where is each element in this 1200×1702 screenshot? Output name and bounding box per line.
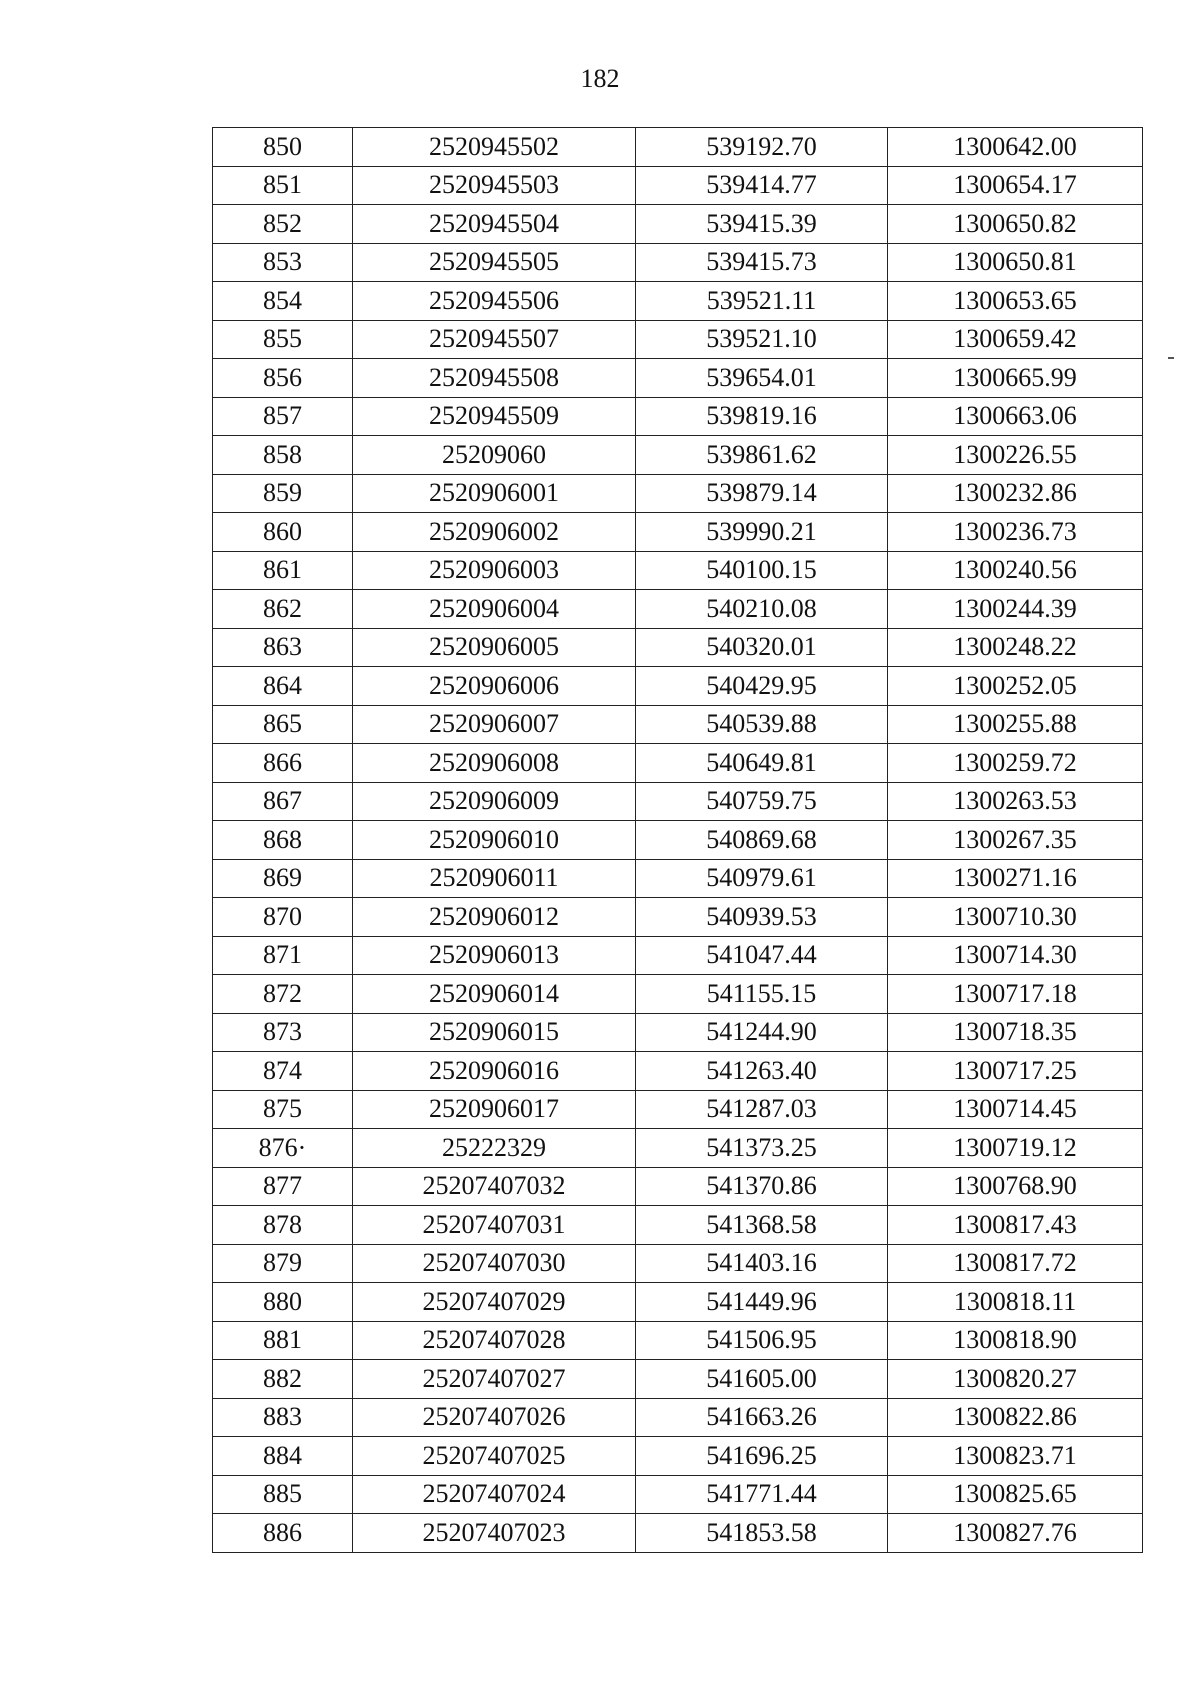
point-id-cell: 2520945502 xyxy=(353,128,636,167)
point-id-cell: 25207407024 xyxy=(353,1475,636,1514)
x-coordinate-cell: 541663.26 xyxy=(636,1398,888,1437)
y-coordinate-cell: 1300817.72 xyxy=(888,1244,1143,1283)
table-row xyxy=(213,397,1143,436)
row-index-cell: 885 xyxy=(213,1475,353,1514)
table-row xyxy=(213,1283,1143,1322)
row-index-cell: 879 xyxy=(213,1244,353,1283)
y-coordinate-cell: 1300226.55 xyxy=(888,436,1143,475)
row-index-cell: 870 xyxy=(213,898,353,937)
y-coordinate-cell: 1300259.72 xyxy=(888,744,1143,783)
x-coordinate-cell: 540320.01 xyxy=(636,628,888,667)
point-id-cell: 2520945509 xyxy=(353,397,636,436)
x-coordinate-cell: 539861.62 xyxy=(636,436,888,475)
y-coordinate-cell: 1300255.88 xyxy=(888,705,1143,744)
x-coordinate-cell: 541605.00 xyxy=(636,1360,888,1399)
row-index-cell: 861 xyxy=(213,551,353,590)
point-id-cell: 2520906012 xyxy=(353,898,636,937)
y-coordinate-cell: 1300718.35 xyxy=(888,1013,1143,1052)
table-row xyxy=(213,936,1143,975)
y-coordinate-cell: 1300271.16 xyxy=(888,859,1143,898)
point-id-cell: 2520906013 xyxy=(353,936,636,975)
table-row xyxy=(213,128,1143,167)
row-index-cell: 862 xyxy=(213,590,353,629)
point-id-cell: 2520906011 xyxy=(353,859,636,898)
point-id-cell: 25207407028 xyxy=(353,1321,636,1360)
point-id-cell: 25207407032 xyxy=(353,1167,636,1206)
y-coordinate-cell: 1300817.43 xyxy=(888,1206,1143,1245)
table-row xyxy=(213,1013,1143,1052)
y-coordinate-cell: 1300823.71 xyxy=(888,1437,1143,1476)
y-coordinate-cell: 1300825.65 xyxy=(888,1475,1143,1514)
x-coordinate-cell: 541263.40 xyxy=(636,1052,888,1091)
row-index-cell: 859 xyxy=(213,474,353,513)
y-coordinate-cell: 1300236.73 xyxy=(888,513,1143,552)
y-coordinate-cell: 1300717.18 xyxy=(888,975,1143,1014)
table-row xyxy=(213,1129,1143,1168)
x-coordinate-cell: 539521.11 xyxy=(636,282,888,321)
x-coordinate-cell: 539654.01 xyxy=(636,359,888,398)
row-index-cell: 880 xyxy=(213,1283,353,1322)
table-row xyxy=(213,782,1143,821)
x-coordinate-cell: 539415.73 xyxy=(636,243,888,282)
y-coordinate-cell: 1300642.00 xyxy=(888,128,1143,167)
row-index-cell: 876· xyxy=(213,1129,353,1168)
x-coordinate-cell: 540539.88 xyxy=(636,705,888,744)
x-coordinate-cell: 539879.14 xyxy=(636,474,888,513)
row-index-cell: 869 xyxy=(213,859,353,898)
y-coordinate-cell: 1300714.45 xyxy=(888,1090,1143,1129)
row-index-cell: 852 xyxy=(213,205,353,244)
x-coordinate-cell: 541373.25 xyxy=(636,1129,888,1168)
table-row xyxy=(213,1398,1143,1437)
point-id-cell: 25207407026 xyxy=(353,1398,636,1437)
point-id-cell: 2520945505 xyxy=(353,243,636,282)
y-coordinate-cell: 1300663.06 xyxy=(888,397,1143,436)
point-id-cell: 2520906007 xyxy=(353,705,636,744)
table-row xyxy=(213,1244,1143,1283)
row-index-cell: 867 xyxy=(213,782,353,821)
row-index-cell: 875 xyxy=(213,1090,353,1129)
point-id-cell: 2520906008 xyxy=(353,744,636,783)
point-id-cell: 25207407025 xyxy=(353,1437,636,1476)
point-id-cell: 2520945503 xyxy=(353,166,636,205)
row-index-cell: 854 xyxy=(213,282,353,321)
y-coordinate-cell: 1300717.25 xyxy=(888,1052,1143,1091)
row-index-cell: 884 xyxy=(213,1437,353,1476)
table-row xyxy=(213,975,1143,1014)
point-id-cell: 2520906006 xyxy=(353,667,636,706)
y-coordinate-cell: 1300650.82 xyxy=(888,205,1143,244)
row-index-cell: 872 xyxy=(213,975,353,1014)
x-coordinate-cell: 540979.61 xyxy=(636,859,888,898)
table-row xyxy=(213,436,1143,475)
y-coordinate-cell: 1300659.42 xyxy=(888,320,1143,359)
y-coordinate-cell: 1300818.90 xyxy=(888,1321,1143,1360)
point-id-cell: 25207407029 xyxy=(353,1283,636,1322)
y-coordinate-cell: 1300665.99 xyxy=(888,359,1143,398)
y-coordinate-cell: 1300710.30 xyxy=(888,898,1143,937)
row-index-cell: 851 xyxy=(213,166,353,205)
x-coordinate-cell: 540429.95 xyxy=(636,667,888,706)
x-coordinate-cell: 541853.58 xyxy=(636,1514,888,1553)
x-coordinate-cell: 539415.39 xyxy=(636,205,888,244)
point-id-cell: 2520906009 xyxy=(353,782,636,821)
x-coordinate-cell: 539192.70 xyxy=(636,128,888,167)
y-coordinate-cell: 1300820.27 xyxy=(888,1360,1143,1399)
y-coordinate-cell: 1300653.65 xyxy=(888,282,1143,321)
row-index-cell: 882 xyxy=(213,1360,353,1399)
table-row xyxy=(213,513,1143,552)
table-row xyxy=(213,705,1143,744)
x-coordinate-cell: 541403.16 xyxy=(636,1244,888,1283)
x-coordinate-cell: 539521.10 xyxy=(636,320,888,359)
y-coordinate-cell: 1300768.90 xyxy=(888,1167,1143,1206)
y-coordinate-cell: 1300244.39 xyxy=(888,590,1143,629)
y-coordinate-cell: 1300267.35 xyxy=(888,821,1143,860)
row-index-cell: 881 xyxy=(213,1321,353,1360)
y-coordinate-cell: 1300263.53 xyxy=(888,782,1143,821)
x-coordinate-cell: 541771.44 xyxy=(636,1475,888,1514)
x-coordinate-cell: 540649.81 xyxy=(636,744,888,783)
y-coordinate-cell: 1300252.05 xyxy=(888,667,1143,706)
table-row xyxy=(213,1321,1143,1360)
row-index-cell: 873 xyxy=(213,1013,353,1052)
table-row xyxy=(213,1475,1143,1514)
table-row xyxy=(213,474,1143,513)
page-number: 182 xyxy=(580,64,620,93)
row-index-cell: 874 xyxy=(213,1052,353,1091)
point-id-cell: 2520906016 xyxy=(353,1052,636,1091)
table-row xyxy=(213,859,1143,898)
row-index-cell: 883 xyxy=(213,1398,353,1437)
x-coordinate-cell: 539990.21 xyxy=(636,513,888,552)
row-index-cell: 853 xyxy=(213,243,353,282)
table-row xyxy=(213,898,1143,937)
row-index-cell: 878 xyxy=(213,1206,353,1245)
point-id-cell: 2520906015 xyxy=(353,1013,636,1052)
x-coordinate-cell: 541696.25 xyxy=(636,1437,888,1476)
table-row xyxy=(213,320,1143,359)
point-id-cell: 2520945508 xyxy=(353,359,636,398)
point-id-cell: 2520906014 xyxy=(353,975,636,1014)
row-index-cell: 850 xyxy=(213,128,353,167)
x-coordinate-cell: 540100.15 xyxy=(636,551,888,590)
y-coordinate-cell: 1300818.11 xyxy=(888,1283,1143,1322)
x-coordinate-cell: 540869.68 xyxy=(636,821,888,860)
x-coordinate-cell: 541370.86 xyxy=(636,1167,888,1206)
table-row xyxy=(213,667,1143,706)
point-id-cell: 25207407023 xyxy=(353,1514,636,1553)
point-id-cell: 2520906004 xyxy=(353,590,636,629)
table-row xyxy=(213,551,1143,590)
table-row xyxy=(213,359,1143,398)
point-id-cell: 2520906003 xyxy=(353,551,636,590)
x-coordinate-cell: 539414.77 xyxy=(636,166,888,205)
point-id-cell: 25209060 xyxy=(353,436,636,475)
x-coordinate-cell: 541368.58 xyxy=(636,1206,888,1245)
scan-mark xyxy=(1168,357,1174,359)
point-id-cell: 2520906001 xyxy=(353,474,636,513)
y-coordinate-cell: 1300822.86 xyxy=(888,1398,1143,1437)
x-coordinate-cell: 540759.75 xyxy=(636,782,888,821)
table-row xyxy=(213,1206,1143,1245)
row-index-cell: 877 xyxy=(213,1167,353,1206)
row-index-cell: 871 xyxy=(213,936,353,975)
row-index-cell: 855 xyxy=(213,320,353,359)
table-row xyxy=(213,1437,1143,1476)
x-coordinate-cell: 541506.95 xyxy=(636,1321,888,1360)
row-index-cell: 856 xyxy=(213,359,353,398)
table-row xyxy=(213,166,1143,205)
point-id-cell: 2520906017 xyxy=(353,1090,636,1129)
point-id-cell: 2520906005 xyxy=(353,628,636,667)
table-row xyxy=(213,243,1143,282)
row-index-cell: 857 xyxy=(213,397,353,436)
x-coordinate-cell: 541287.03 xyxy=(636,1090,888,1129)
table-body xyxy=(213,128,1143,1553)
row-index-cell: 865 xyxy=(213,705,353,744)
table-row xyxy=(213,282,1143,321)
table-row xyxy=(213,1090,1143,1129)
table-row xyxy=(213,1052,1143,1091)
x-coordinate-cell: 540939.53 xyxy=(636,898,888,937)
table-row xyxy=(213,1514,1143,1553)
table-row xyxy=(213,205,1143,244)
point-id-cell: 25207407027 xyxy=(353,1360,636,1399)
table-row xyxy=(213,1360,1143,1399)
y-coordinate-cell: 1300232.86 xyxy=(888,474,1143,513)
row-index-cell: 863 xyxy=(213,628,353,667)
table-row xyxy=(213,744,1143,783)
table-row xyxy=(213,590,1143,629)
x-coordinate-cell: 539819.16 xyxy=(636,397,888,436)
point-id-cell: 2520906010 xyxy=(353,821,636,860)
point-id-cell: 25207407030 xyxy=(353,1244,636,1283)
x-coordinate-cell: 541155.15 xyxy=(636,975,888,1014)
row-index-cell: 864 xyxy=(213,667,353,706)
x-coordinate-cell: 541449.96 xyxy=(636,1283,888,1322)
point-id-cell: 2520945506 xyxy=(353,282,636,321)
y-coordinate-cell: 1300654.17 xyxy=(888,166,1143,205)
row-index-cell: 886 xyxy=(213,1514,353,1553)
point-id-cell: 25222329 xyxy=(353,1129,636,1168)
table-row xyxy=(213,821,1143,860)
point-id-cell: 2520945507 xyxy=(353,320,636,359)
table-row xyxy=(213,628,1143,667)
row-index-cell: 866 xyxy=(213,744,353,783)
x-coordinate-cell: 540210.08 xyxy=(636,590,888,629)
table-row xyxy=(213,1167,1143,1206)
y-coordinate-cell: 1300248.22 xyxy=(888,628,1143,667)
row-index-cell: 860 xyxy=(213,513,353,552)
row-index-cell: 858 xyxy=(213,436,353,475)
y-coordinate-cell: 1300714.30 xyxy=(888,936,1143,975)
x-coordinate-cell: 541047.44 xyxy=(636,936,888,975)
y-coordinate-cell: 1300827.76 xyxy=(888,1514,1143,1553)
coordinates-table xyxy=(212,127,1143,1553)
row-index-cell: 868 xyxy=(213,821,353,860)
point-id-cell: 2520945504 xyxy=(353,205,636,244)
y-coordinate-cell: 1300719.12 xyxy=(888,1129,1143,1168)
x-coordinate-cell: 541244.90 xyxy=(636,1013,888,1052)
y-coordinate-cell: 1300240.56 xyxy=(888,551,1143,590)
point-id-cell: 2520906002 xyxy=(353,513,636,552)
point-id-cell: 25207407031 xyxy=(353,1206,636,1245)
y-coordinate-cell: 1300650.81 xyxy=(888,243,1143,282)
